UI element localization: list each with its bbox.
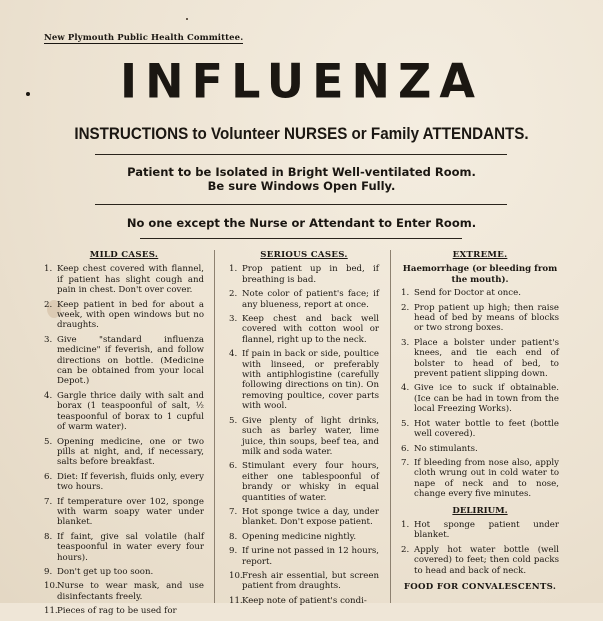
list-item xyxy=(44,497,204,528)
serious-cases-heading: SERIOUS CASES. xyxy=(260,250,348,260)
mild-cases-heading: MILD CASES. xyxy=(89,250,159,260)
item-text: Prop patient up high; then raise head of bed by means of blocks or two strong boxes. xyxy=(414,302,559,334)
list-item xyxy=(44,335,204,387)
item-text: Give "standard influenza medicine" if feverish, and follow directions on bottle. (Medicine can be obtained from your local Depot.) xyxy=(57,334,204,387)
extreme-cases-heading: EXTREME. xyxy=(452,250,508,260)
item-number: 8. xyxy=(44,531,53,542)
item-text: Note color of patient's face; if any blueness, report at once. xyxy=(242,289,379,310)
list-item xyxy=(401,545,559,576)
list-item xyxy=(229,349,379,411)
item-number: 6. xyxy=(44,471,53,482)
item-number: 4. xyxy=(401,383,410,394)
extreme-cases-column xyxy=(401,250,559,592)
item-number: 1. xyxy=(44,264,53,275)
food-heading: FOOD FOR CONVALESCENTS. xyxy=(403,581,557,592)
list-item xyxy=(44,391,204,433)
list-item xyxy=(229,546,379,567)
extreme-cases-list xyxy=(401,288,559,499)
list-item xyxy=(401,419,559,440)
item-text: Hot sponge twice a day, under blanket. Don't expose patient. xyxy=(242,506,379,528)
item-text: Nurse to wear mask, and use disinfectants freely. xyxy=(57,581,204,602)
item-text: Prop patient up in bed, if breathing is bad. xyxy=(242,264,379,285)
item-number: 4. xyxy=(44,390,53,401)
item-text: Keep chest covered with flannel, if patient has slight cough and pain in chest. Don't over cover. xyxy=(57,264,204,296)
list-item xyxy=(401,383,559,414)
item-text: Hot sponge patient under blanket. xyxy=(414,519,559,541)
item-text: Place a bolster under patient's knees, and tie each end of bolster to head of bed, to prevent patient slipping down. xyxy=(414,337,559,380)
item-number: 7. xyxy=(401,457,410,468)
delirium-list xyxy=(401,520,559,576)
item-number: 5. xyxy=(401,418,410,429)
list-item xyxy=(229,571,379,592)
item-text: Opening medicine nightly. xyxy=(242,531,357,542)
list-item xyxy=(44,300,204,331)
item-text: Give plenty of light drinks, such as barley water, lime juice, thin soups, beef tea, and milk and soda water. xyxy=(242,415,379,457)
serious-cases-list xyxy=(229,264,379,606)
list-item xyxy=(44,472,204,493)
item-text: No stimulants. xyxy=(414,443,478,454)
list-item xyxy=(401,288,559,298)
item-number: 5. xyxy=(229,415,238,426)
item-number: 6. xyxy=(401,443,410,454)
item-text: Pieces of rag to be used for xyxy=(57,606,177,617)
list-item xyxy=(44,532,204,563)
item-text: Hot water bottle to feet (bottle well covered). xyxy=(414,418,559,440)
item-number: 11. xyxy=(229,595,243,606)
list-item xyxy=(401,338,559,380)
list-item xyxy=(229,289,379,310)
divider xyxy=(95,204,507,205)
item-number: 9. xyxy=(44,566,53,577)
item-text: Keep chest and back well covered with cotton wool or flannel, right up to the neck. xyxy=(242,314,379,345)
item-number: 1. xyxy=(401,288,410,299)
isolation-line-1: Patient to be Isolated in Bright Well-ventilated Room. xyxy=(127,165,476,179)
item-number: 3. xyxy=(401,337,410,348)
item-number: 1. xyxy=(229,264,238,275)
list-item xyxy=(229,596,379,606)
serious-cases-column xyxy=(229,250,379,610)
isolation-line-2: Be sure Windows Open Fully. xyxy=(207,179,396,193)
list-item xyxy=(44,581,204,602)
item-text: Send for Doctor at once. xyxy=(414,288,521,299)
item-number: 3. xyxy=(44,334,53,345)
list-item xyxy=(229,507,379,528)
haemorrhage-heading: Haemorrhage (or bleeding from the mouth). xyxy=(402,264,558,285)
mild-cases-list xyxy=(44,264,204,616)
item-text: Opening medicine, one or two pills at night, and, if necessary, salts before breakfast. xyxy=(57,436,204,468)
divider xyxy=(95,154,507,155)
entry-restriction: No one except the Nurse or Attendant to Enter Room. xyxy=(126,216,477,230)
item-number: 7. xyxy=(44,496,53,507)
item-number: 2. xyxy=(401,302,410,313)
column-divider xyxy=(390,250,391,603)
committee-name: New Plymouth Public Health Committee. xyxy=(44,33,244,43)
item-number: 8. xyxy=(229,531,238,542)
column-divider xyxy=(214,250,215,603)
item-text: If temperature over 102, sponge with warm soapy water under blanket. xyxy=(57,496,204,528)
item-text: If urine not passed in 12 hours, report. xyxy=(242,546,379,567)
item-number: 5. xyxy=(44,436,53,447)
list-item xyxy=(229,416,379,458)
divider xyxy=(140,238,462,239)
list-item xyxy=(401,520,559,541)
list-item xyxy=(229,532,379,542)
page-title: INFLUENZA xyxy=(120,53,483,109)
list-item xyxy=(229,264,379,285)
item-number: 9. xyxy=(229,546,238,557)
item-text: Diet: If feverish, fluids only, every two hours. xyxy=(57,471,204,493)
item-number: 11. xyxy=(44,606,58,617)
item-number: 2. xyxy=(44,299,53,310)
mild-cases-column xyxy=(44,250,204,621)
ink-dot-small xyxy=(186,18,188,20)
item-text: Apply hot water bottle (well covered) to feet; then cold packs to head and back of neck. xyxy=(414,544,559,576)
list-item xyxy=(44,606,204,616)
delirium-heading: DELIRIUM. xyxy=(452,505,508,516)
item-text: If faint, give sal volatile (half teaspoonful in water every four hours). xyxy=(57,531,204,563)
list-item xyxy=(401,458,559,500)
item-number: 1. xyxy=(401,519,410,530)
list-item xyxy=(401,303,559,334)
list-item xyxy=(401,444,559,454)
item-number: 2. xyxy=(229,289,238,300)
item-text: Don't get up too soon. xyxy=(57,566,154,577)
item-text: Stimulant every four hours, either one tablespoonful of brandy or whisky in equal quantities of water. xyxy=(242,461,379,503)
list-item xyxy=(229,314,379,345)
item-text: If pain in back or side, poultice with linseed, or preferably with antiphlogistine (carefully following directions on tin). On removing poultice, cover parts with wool. xyxy=(242,349,379,412)
item-number: 10. xyxy=(229,570,243,581)
item-text: Keep note of patient's condi- xyxy=(242,595,367,606)
item-number: 6. xyxy=(229,461,238,472)
item-number: 2. xyxy=(401,544,410,555)
list-item xyxy=(44,437,204,468)
list-item xyxy=(229,461,379,503)
list-item xyxy=(44,567,204,577)
item-text: Fresh air essential, but screen patient from draughts. xyxy=(242,570,379,592)
instructions-heading: INSTRUCTIONS to Volunteer NURSES or Family ATTENDANTS. xyxy=(74,125,529,143)
list-item xyxy=(44,264,204,295)
item-number: 3. xyxy=(229,314,238,325)
item-text: Keep patient in bed for about a week, with open windows but no draughts. xyxy=(57,299,204,331)
item-text: If bleeding from nose also, apply cloth wrung out in cold water to nape of neck and to nose, change every five minutes. xyxy=(414,457,559,500)
item-number: 7. xyxy=(229,506,238,517)
item-text: Give ice to suck if obtainable. (Ice can be had in town from the local Freezing Works). xyxy=(414,383,559,415)
item-number: 4. xyxy=(229,349,238,360)
item-number: 10. xyxy=(44,581,58,592)
item-text: Gargle thrice daily with salt and borax (1 teaspoonful of salt, ½ teaspoonful of borax to 1 cupful of warm water). xyxy=(57,390,204,433)
